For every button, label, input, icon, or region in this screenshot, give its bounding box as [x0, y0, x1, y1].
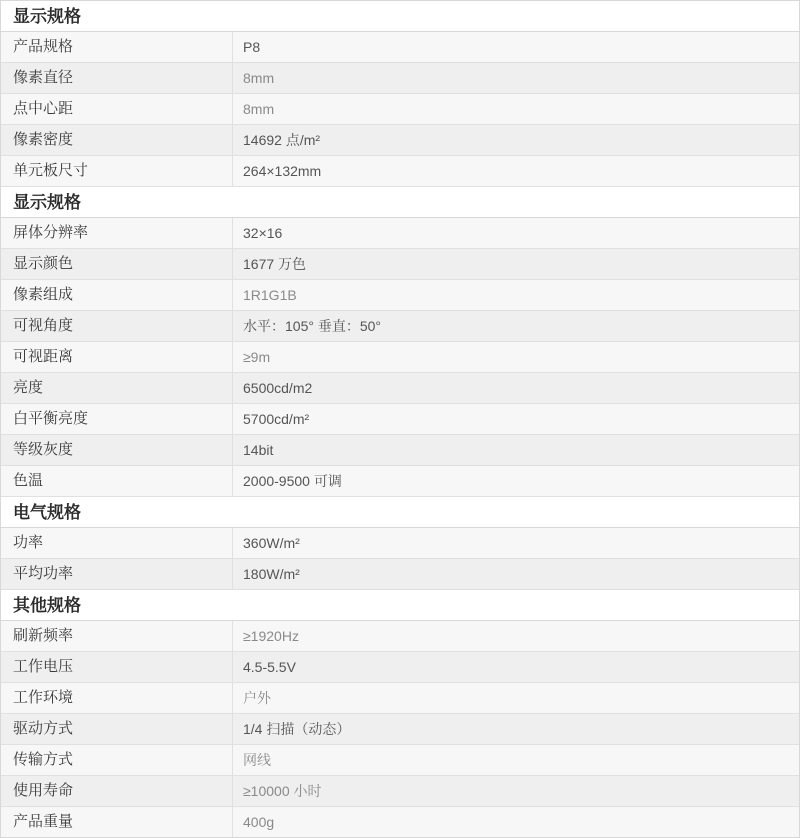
spec-label: 驱动方式 — [1, 714, 233, 744]
table-row — [1, 559, 799, 590]
spec-value: P8 — [233, 32, 799, 62]
section-header: 显示规格 — [1, 1, 799, 32]
spec-value: 400g — [233, 807, 799, 837]
spec-label: 可视距离 — [1, 342, 233, 372]
table-row — [1, 404, 799, 435]
spec-value: 8mm — [233, 63, 799, 93]
spec-value: 4.5-5.5V — [233, 652, 799, 682]
spec-label: 屏体分辨率 — [1, 218, 233, 248]
spec-label: 产品规格 — [1, 32, 233, 62]
spec-value: 32×16 — [233, 218, 799, 248]
table-row — [1, 94, 799, 125]
spec-value: ≥1920Hz — [233, 621, 799, 651]
table-row — [1, 218, 799, 249]
table-row — [1, 63, 799, 94]
spec-value: 水平：105° 垂直：50° — [233, 311, 799, 341]
table-row — [1, 280, 799, 311]
spec-value: 180W/m² — [233, 559, 799, 589]
spec-label: 点中心距 — [1, 94, 233, 124]
spec-label: 平均功率 — [1, 559, 233, 589]
table-row — [1, 776, 799, 807]
spec-value: 6500cd/m2 — [233, 373, 799, 403]
table-row — [1, 466, 799, 497]
spec-label: 像素组成 — [1, 280, 233, 310]
spec-label: 等级灰度 — [1, 435, 233, 465]
table-row — [1, 652, 799, 683]
spec-value: 网线 — [233, 745, 799, 775]
section-header: 显示规格 — [1, 187, 799, 218]
table-row — [1, 807, 799, 838]
table-row — [1, 249, 799, 280]
section-header: 电气规格 — [1, 497, 799, 528]
spec-value: 8mm — [233, 94, 799, 124]
spec-value: 1/4 扫描（动态） — [233, 714, 799, 744]
table-row — [1, 156, 799, 187]
spec-label: 可视角度 — [1, 311, 233, 341]
spec-label: 亮度 — [1, 373, 233, 403]
table-row — [1, 745, 799, 776]
spec-value: 2000-9500 可调 — [233, 466, 799, 496]
spec-label: 色温 — [1, 466, 233, 496]
spec-label: 像素直径 — [1, 63, 233, 93]
spec-label: 传输方式 — [1, 745, 233, 775]
spec-label: 功率 — [1, 528, 233, 558]
spec-label: 刷新频率 — [1, 621, 233, 651]
spec-value: 5700cd/m² — [233, 404, 799, 434]
spec-label: 单元板尺寸 — [1, 156, 233, 186]
spec-value: 14692 点/m² — [233, 125, 799, 155]
table-row — [1, 683, 799, 714]
spec-label: 像素密度 — [1, 125, 233, 155]
spec-label: 白平衡亮度 — [1, 404, 233, 434]
spec-value: ≥9m — [233, 342, 799, 372]
spec-value: 360W/m² — [233, 528, 799, 558]
spec-label: 工作电压 — [1, 652, 233, 682]
section-header: 其他规格 — [1, 590, 799, 621]
spec-label: 使用寿命 — [1, 776, 233, 806]
spec-value: 1677 万色 — [233, 249, 799, 279]
table-row — [1, 435, 799, 466]
spec-value: 264×132mm — [233, 156, 799, 186]
table-row — [1, 528, 799, 559]
table-row — [1, 373, 799, 404]
table-row — [1, 311, 799, 342]
table-row — [1, 125, 799, 156]
spec-value: 户外 — [233, 683, 799, 713]
spec-value: 1R1G1B — [233, 280, 799, 310]
spec-value: 14bit — [233, 435, 799, 465]
spec-label: 工作环境 — [1, 683, 233, 713]
table-row — [1, 714, 799, 745]
spec-label: 产品重量 — [1, 807, 233, 837]
spec-label: 显示颜色 — [1, 249, 233, 279]
table-row — [1, 621, 799, 652]
table-row — [1, 342, 799, 373]
spec-value: ≥10000 小时 — [233, 776, 799, 806]
table-row — [1, 32, 799, 63]
